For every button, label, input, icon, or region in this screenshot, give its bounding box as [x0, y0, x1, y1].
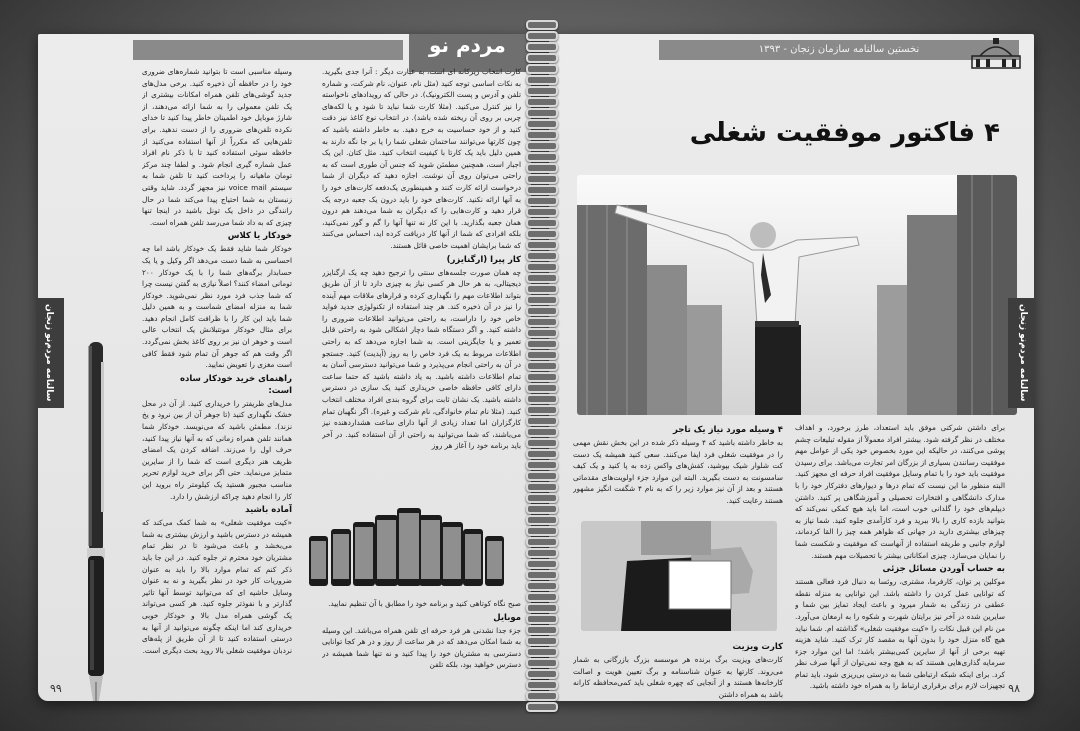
- left-side-tab: [38, 298, 64, 408]
- spiral-ring: [526, 306, 558, 316]
- spiral-ring: [526, 229, 558, 239]
- spiral-ring: [526, 515, 558, 525]
- spiral-ring: [526, 317, 558, 327]
- section-heading: کار پیرا (ارگنایزر): [446, 254, 521, 265]
- spiral-ring: [526, 141, 558, 151]
- smartphones-image: [303, 478, 513, 590]
- image-caption: صبح نگاه کوتاهی کنید و برنامه خود را مطابق با آن تنظیم نمایید.: [328, 599, 521, 608]
- spiral-ring: [526, 240, 558, 250]
- smartphone-icon: [353, 522, 375, 586]
- section-heading: است:: [268, 385, 292, 396]
- spiral-ring: [526, 350, 558, 360]
- spiral-ring: [526, 295, 558, 305]
- smartphone-icon: [331, 529, 351, 586]
- spiral-ring: [526, 449, 558, 459]
- spiral-ring: [526, 438, 558, 448]
- spiral-ring: [526, 383, 558, 393]
- spiral-ring: [526, 218, 558, 228]
- smartphone-icon: [485, 536, 504, 586]
- spiral-ring: [526, 460, 558, 470]
- spiral-ring: [526, 75, 558, 85]
- spiral-ring: [526, 185, 558, 195]
- paragraph: جزء جدا نشدنی هر فرد حرفه ای تلفن همراه می‌باشد. این وسیله به شما امکان می‌دهد که در هر ساعت از روز و در هر کجا توانایی دسترسی به مشتریان خود را پیدا کنید و نه تنها شما همیشه در دسترس خواهید بود، بلکه تلفن: [322, 625, 521, 670]
- spiral-ring: [526, 394, 558, 404]
- spiral-ring: [526, 42, 558, 52]
- smartphone-icon: [441, 522, 463, 586]
- spiral-ring: [526, 152, 558, 162]
- paragraph: به خاطر داشته باشید که ۴ وسیله ذکر شده در این بخش نقش مهمی را در موفقیت شغلی فرد ایفا می‌کنند. سعی کنید همیشه یک دست کت شلوار شیک بپوشید، کفش‌های واکس زده به پا کنید و یک کیف سامسونت به دست بگیرید. البته این موارد جزء اولویت‌های مقدماتی هستند و بعد از آن نیز موارد زیر را که به نام ۴ شگفت انگیز مشهور هستند رعایت کنید.: [573, 438, 783, 505]
- section-heading: به حساب آوردن مسائل جزئی: [882, 564, 1005, 575]
- spiral-ring: [526, 361, 558, 371]
- left-header-strip: [133, 40, 403, 60]
- article-title: ۴ فاکتور موفقیت شغلی: [689, 118, 1000, 148]
- spiral-ring: [526, 614, 558, 624]
- page-number: ۹۹: [50, 682, 62, 695]
- spiral-ring: [526, 493, 558, 503]
- smartphone-icon: [375, 515, 398, 586]
- spiral-ring: [526, 680, 558, 690]
- spiral-ring: [526, 328, 558, 338]
- smartphone-icon: [397, 508, 421, 586]
- right-page-column-right: [795, 422, 1005, 700]
- page-number: ۹۸: [1008, 682, 1020, 695]
- spiral-ring: [526, 86, 558, 96]
- right-header-strip: نخستین سالنامه سازمان زنجان - ۱۳۹۳: [659, 40, 1019, 60]
- spiral-ring: [526, 196, 558, 206]
- right-page: [549, 34, 1034, 701]
- spiral-ring: [526, 592, 558, 602]
- spiral-ring: [526, 548, 558, 558]
- smartphone-icon: [419, 515, 442, 586]
- section-heading: کارت ویزیت: [732, 642, 783, 652]
- paragraph: مدل‌های ظریفتر را خریداری کنید. از آن در محل خشک نگهداری کنید (تا جوهر آن از بین نرود و یخ نزند). مطمئن باشید که می‌نویسد. خودکار شما همانند تلفن همراه زمانی که به آنها نیاز پیدا کنید، حرف اول را می‌زند. اضافه کردن یک امضای ظریف هنر دیگری است که شما را از سایرین متمایز می‌نماید. حتی اگر برای خرید لوازم تحریر مناسب مجبور هستید یک کیلومتر راه بروید این کار را انجام دهید چراکه ارزشش را دارد.: [142, 398, 292, 501]
- spiral-ring: [526, 658, 558, 668]
- left-page: [38, 34, 531, 701]
- paragraph: برای داشتن شرکتی موفق باید استعداد، طرز برخورد، و اهداف مختلف در نظر گرفته شود. بیشتر افراد معمولاً از مقوله تبلیغات چشم پوشی می‌کنند، در حالیکه این مورد بخصوص خود یکی از عوامل مهم موفقیت رسانندن بسیاری از بزرگان امر تجارت می‌باشد. برای رسیدن موفقیت باید خود را با تمام وسایل موفقیت افراد حرفه ای مجهز کنید. البته منظور ما این نیست که تمام درها و دیوارهای دفترکار خود را با مدارک دانشگاهی و افتخارات تحصیلی و آموزشگاهی پر کنید. داشتن دیپلم‌های خود را گلدانی خوب است، اما باید هیچ کمکی نمی‌کند که بتوانید بازده کاری را بالا ببرید و فرد کارآمدی جلوه کنید. شما نیاز به چیزهای بیشتری دارید در جهانی که ظواهر همه چیز را القا کردماند، لوازم جانبی و طریقه استفاده از آنهاست که موفقیت و شکست شما را نمایان می‌سازد. چیزی امکاناتی بیشتر با تحصیلات مهم هستند.: [795, 423, 1005, 560]
- logo-text: مردم نو: [429, 34, 506, 57]
- spiral-ring: [526, 130, 558, 140]
- spiral-ring: [526, 559, 558, 569]
- left-page-column-left: [142, 66, 292, 701]
- spiral-ring: [526, 526, 558, 536]
- spiral-ring: [526, 251, 558, 261]
- building-emblem: [966, 34, 1026, 70]
- spiral-ring: [526, 273, 558, 283]
- spiral-ring: [526, 691, 558, 701]
- side-tab-label: سالنامه مردم‌نو زنجان: [44, 304, 54, 402]
- spiral-ring: [526, 163, 558, 173]
- spiral-ring: [526, 647, 558, 657]
- spiral-ring: [526, 53, 558, 63]
- spiral-ring: [526, 581, 558, 591]
- section-heading: موبایل: [493, 612, 521, 623]
- paragraph: چه همان صورت جلسه‌های سنتی را ترجیح دهید چه یک ارگنایزر دیجیتالی، به هر حال هر کسی نیاز به چیزی دارد تا از آن طریق بتواند اطلاعات مهم را نگهداری کرده و قرارهای ملاقات مهم آینده را نیز در آن ذخیره کند. هر چند استفاده از تکنولوژی جدید فواید خاص خود را داراست، به راحتی می‌توانید اطلاعات ضروری را داشته کنید. و اگر دستگاه شما دچار اشکالی شود به راحتی قابل تعمیر و یا جایگزینی است. به شما اجازه می‌دهد که به راحتی اطلاعات مربوط به یک فرد خاص را به روز (آپدیت) کنید. جستجو در آن به راحتی انجام می‌پذیرد و شما می‌توانید دسترسی آسان به تمام اطلاعات داشته باشید. به یاد داشته باشید که حتما ساعت دارای کافی حافظه خاصی خریداری کنید یک سازی در دسترس داشته باشید. یک نشان ثابت برای گروه بندی افراد مختلف انتخاب کنید. (مثلا نام تمام خانوادگی، نام شرکت و غیره). اگر نگهبان تمام کارگزاران اما تعداد زیادی از آنها دارای ساعت هشداردهنده نیز می‌باشند، که شما می‌توانید به راحتی از آن استفاده کنید. در آخر باید برنامه خود را آغاز هر روز: [322, 267, 521, 451]
- paragraph: موکلین پر توان، کارفرما، مشتری، روئسا به دنبال فرد فعالی هستند که توانایی عمل کردن را داشته باشد. این توانایی به منزله نقطه عطفی در زندگی به شمار میرود و باعث ایجاد تمایز بین شما و سایرین شده در آخر نیز برایتان شهرت و شکوه را به ارمغان می‌آورد. من نام این قبیل نکات را «کیت موفقیت شغلی» گذاشته ام. شما نباید هیچ گاه منزل خود را بدون آنها به مقصد کار ترک کنید. شاید هزینه تهیه برخی از آنها از سایرین کمی‌بیشتر باشد؛ اما این موارد جزء سرمایه گذاری‌هایی هستند که به هیچ وجه نمی‌توان از آنها صرف نظر کرد. برای اینکه شبکه ارتباطی شما به درستی بی‌ریزی شود، باید تمام تجهیزات لازم برای برقراری ارتباط را به همراه خود داشته باشید.: [795, 577, 1005, 691]
- spiral-ring: [526, 537, 558, 547]
- spiral-ring: [526, 482, 558, 492]
- business-card-illustration: [581, 521, 777, 631]
- paragraph: «کیت موفقیت شغلی» به شما کمک می‌کند که همیشه در دسترس باشید و ارزش بیشتری به شما می‌بخشد و باعث می‌شود تا در نظر تمام مشتریان خود محترم تر جلوه کنید. در این جا باید ذکر کنم که تمام موارد بالا را باید به عنوان ضروریات کار خود در نظر بگیرید و نه به عنوان وسایل حاشیه ای که می‌توانید توسط آنها تاثیر گذارتر و با نفوذتر جلوه کنید. هر کسی می‌تواند یک گوشی همراه مدل بالا و خودکار خوبی خریداری کند اما اینکه چگونه می‌توانید از آنها به درستی استفاده کنید تا از آن طریق از پله‌های نردبان موفقیت شغلی بالا روید بحث دیگری است.: [142, 518, 292, 655]
- paragraph: کارت‌های ویزیت برگ برنده هر موسسه بزرگ بازرگانی به شمار می‌روند. کارتها به عنوان شناسنامه و برگ تعیین هویت و اصالت کارخانه‌ها هستند و از آنجایی که چهره شغلی باید کمی‌محافظه کارانه باشد به همراه داشتن: [573, 655, 783, 699]
- section-heading: آماده باشید: [245, 505, 292, 516]
- right-page-column-left-bottom: [573, 639, 783, 699]
- spiral-ring: [526, 603, 558, 613]
- spiral-ring: [526, 405, 558, 415]
- spiral-ring: [526, 174, 558, 184]
- side-tab-label: سالنامه مردم‌نو زنجان: [1018, 304, 1028, 402]
- spiral-ring: [526, 284, 558, 294]
- spiral-ring: [526, 119, 558, 129]
- spiral-ring: [526, 636, 558, 646]
- spiral-ring: [526, 372, 558, 382]
- left-page-column-right: [322, 66, 521, 511]
- spiral-ring: [526, 504, 558, 514]
- business-card-photo: [581, 521, 777, 631]
- paragraph: خودکار شما شاید فقط یک خودکار باشد اما چه احساسی به شما دست می‌دهد اگر وکیل و یا یک حسابدار برگه‌های شما را با یک خودکار ۲۰۰ تومانی امضاء کنند؟ اصلاً نیازی به گفتن نیست چرا که شما جذب فرد مورد نظر نمی‌شوید. خودکار شما به منزله امضای شماست و به همین دلیل شما باید این کار را با ظرافت کامل انجام دهید. برای مثال خودکار مونتبلانش یک انتخاب عالی است و خوهر ان نیز بر روی کاغذ بخش نمی‌گردد. اگر وقت هم که جوهر آن تمام شود فقط کافی است مغزی را تعویض نمایید.: [142, 244, 292, 370]
- spiral-ring: [526, 339, 558, 349]
- spiral-ring: [526, 20, 558, 30]
- left-page-column-right-bottom: [322, 598, 521, 698]
- spiral-ring: [526, 416, 558, 426]
- right-side-tab: [1008, 298, 1034, 408]
- section-heading: ۴ وسیله مورد نیاز یک تاجر: [672, 425, 783, 435]
- paragraph: وسیله مناسبی است تا بتوانید شماره‌های ضروری خود را در حافظه آن ذخیره کنید. برخی مدل‌های جدید گوشی‌های تلفن همراه امکانات بیشتری از یک تلفن معمولی را به شما ارائه می‌دهند، از شارژ موبایل خود اطمینان خاطر پیدا کنید تا خدای نکرده تلفن‌های ضروری را از دست ندهید. برای تلفن‌هایی که مکرراً از آنها استفاده می‌کنید از حافظه سوئی استفاده کنید تا با ذکر نام افراد عمل شماره گیری انجام شود. و لطفا چند مرکز تومان ماهیانه را پرداخت کنید تا تلفن شما به سیستم voice mail نیز مجهز گردد. شاید وقتی زنبستان به شما احتیاج پیدا می‌کند شما در حال رانندگی در داخل یک تونل باشید در اینجا تنها چیزی که به داد شما می‌رسد تلفن همراه است.: [142, 67, 292, 227]
- spiral-ring: [526, 108, 558, 118]
- spiral-ring: [526, 669, 558, 679]
- spiral-ring: [526, 702, 558, 712]
- section-heading: راهنمای خرید خودکار ساده: [179, 373, 292, 384]
- smartphone-icon: [309, 536, 328, 586]
- spiral-ring: [526, 97, 558, 107]
- spiral-ring: [526, 625, 558, 635]
- section-heading: خودکار یا کلاس: [227, 231, 292, 242]
- fountain-pen-image: [74, 342, 118, 701]
- right-page-column-left: [573, 422, 783, 517]
- paragraph: کارت انتخاب زیرکانه ای است، به عبارت دیگر : آنرا جدی بگیرید. به نکات اساسی توجه کنید (مثل نام، عنوان، نام شرکت، و شماره تلفن و آدرس و پست الکترونیک). در حالی که رویدادهای ناخواسته را نیز کنترل می‌کنید. (مثلا کارت شما نباید تا شود و یا لکه‌های چربی بر روی آن ریخته شده باشد). در انتخاب نوع کاغذ نیز دقت کنید و از خود حساسیت به خرج دهید. به خاطر داشته باشید که چون کارتها می‌توانند ساختمان شغلی شما را یا بر جا نگه دارند به همین دلیل باید یک کارتا با کیفیت انتخاب کنید. مثل کتان. این یک اجبار است، همچنین مطمئن شوید که جنس آن طوری است که به راحتی می‌توان روی آن نوشت. اجازه دهید که دیگران از شما درخواست ارائه کارت کنند و همینطوری یک‌دفعه کارت‌های خود را به آنها ارائه نکنید. کارت‌های خود را باید درون یک جعبه درجه یک قرار دهید و کارت‌هایی را که دیگران به شما می‌دهند هم درون همان جعبه بگذارید. با این کار نه تنها آنها را گم و گور نمی‌کنید، بلکه افرادی که شما از آنها کار دریافت کرده اید، احساس می‌کنند که شما برایشان اهمیت خاصی قائل هستند.: [322, 67, 521, 250]
- spiral-ring: [526, 427, 558, 437]
- spiral-ring: [526, 64, 558, 74]
- spiral-ring: [526, 570, 558, 580]
- skyline-illustration: [577, 175, 1017, 415]
- spiral-ring: [526, 31, 558, 41]
- businessman-skyline-photo: [577, 175, 1017, 415]
- spiral-ring: [526, 262, 558, 272]
- spiral-ring: [526, 471, 558, 481]
- spiral-binding: [522, 16, 558, 716]
- smartphone-icon: [463, 529, 483, 586]
- spiral-ring: [526, 207, 558, 217]
